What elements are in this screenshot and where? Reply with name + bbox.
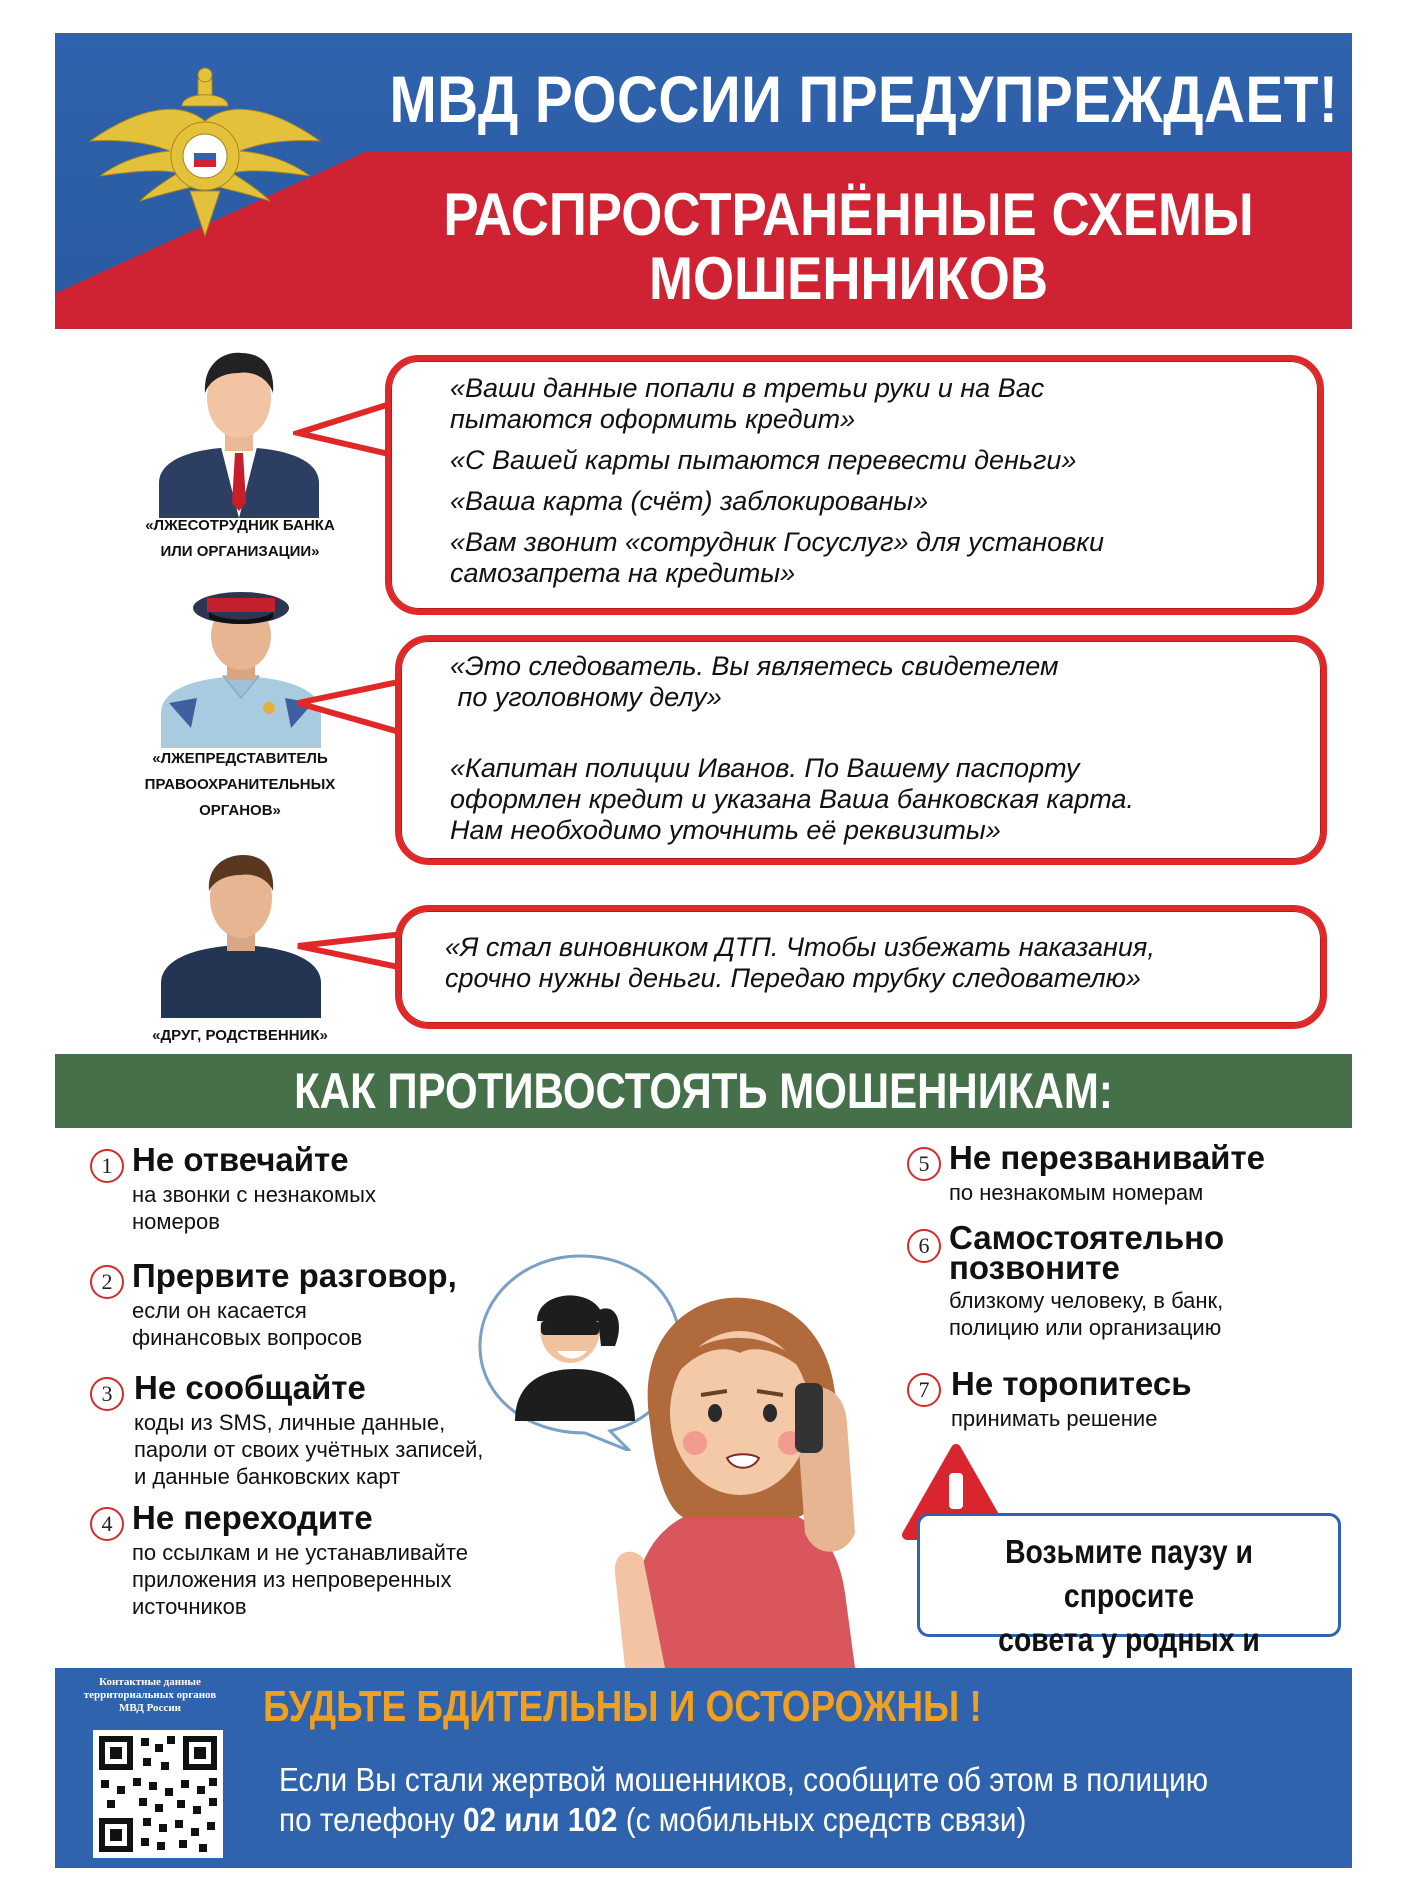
tip-description	[134, 1409, 483, 1490]
scheme3-label-line1: «ДРУГ, РОДСТВЕННИК»	[152, 1027, 328, 1044]
scheme2-bubble-tail	[293, 673, 403, 753]
tip-line: полицию или организацию	[949, 1315, 1222, 1340]
tip-number-badge: 5	[907, 1147, 941, 1181]
tip-line: если он касается	[132, 1298, 307, 1323]
mvd-eagle-emblem-icon	[70, 51, 340, 251]
section-title-bar	[55, 1054, 1352, 1128]
tip-line: приложения из непроверенных	[132, 1567, 452, 1592]
poster	[55, 33, 1352, 1868]
tip-2	[90, 1259, 510, 1359]
tip-line: по ссылкам и не устанавливайте	[132, 1540, 468, 1565]
scheme2-quote-line: «Это следователь. Вы являетесь свидетелем	[450, 651, 1059, 681]
section-title: КАК ПРОТИВОСТОЯТЬ МОШЕННИКАМ:	[294, 1063, 1113, 1119]
tip-title-line2: позвоните	[949, 1249, 1120, 1286]
tip-description	[132, 1297, 362, 1351]
scheme1-quote-line: пытаются оформить кредит»	[450, 404, 856, 434]
tip-number-badge: 7	[907, 1373, 941, 1407]
header-title: МВД РОССИИ ПРЕДУПРЕЖДАЕТ!	[389, 62, 1338, 136]
tip-line: и данные банковских карт	[134, 1464, 401, 1489]
tip-6	[907, 1219, 1347, 1353]
tip-line: источников	[132, 1594, 247, 1619]
scheme2-quote-line: оформлен кредит и указана Ваша банковская карта.	[450, 784, 1134, 814]
scheme3-quote-line: срочно нужны деньги. Передаю трубку следователю»	[445, 963, 1141, 993]
footer-banner	[55, 1668, 1352, 1868]
tip-line: на звонки с незнакомых	[132, 1182, 376, 1207]
tip-number-badge: 2	[90, 1265, 124, 1299]
footer-phone-numbers: 02 или 102	[462, 1801, 618, 1838]
tip-number-badge: 4	[90, 1507, 124, 1541]
footer-phone-prefix: по телефону	[279, 1801, 455, 1838]
tip-5	[907, 1141, 1347, 1211]
scheme3-label	[90, 1023, 390, 1049]
scheme1-quotes	[450, 373, 1300, 589]
warning-line2: совета у родных и	[998, 1621, 1260, 1658]
tip-number-badge: 1	[90, 1149, 124, 1183]
tip-title: Не переходите	[132, 1499, 373, 1536]
contact-caption-line2: территориальных органов	[83, 1689, 217, 1701]
tip-number-badge: 3	[90, 1377, 124, 1411]
tip-line: по незнакомым номерам	[949, 1180, 1204, 1205]
tip-line: номеров	[132, 1209, 220, 1234]
tip-1	[90, 1143, 510, 1253]
header-subtitle-line2: МОШЕННИКОВ	[649, 245, 1048, 312]
tip-line: финансовых вопросов	[132, 1325, 363, 1350]
scheme3-bubble-tail	[293, 928, 403, 988]
warning-line1: Возьмите паузу и спросите	[1005, 1533, 1253, 1614]
footer-text-line1: Если Вы стали жертвой мошенников, сообщите об этом в полицию	[279, 1761, 1208, 1798]
tip-title	[949, 1219, 1225, 1286]
scheme2-quotes	[450, 651, 1300, 846]
tip-title: Не торопитесь	[951, 1365, 1192, 1402]
tip-description	[949, 1179, 1203, 1206]
scheme1-label	[90, 513, 390, 565]
footer-text	[279, 1760, 1208, 1840]
scheme1-label-line2: ИЛИ ОРГАНИЗАЦИИ»	[160, 543, 320, 560]
footer-headline: БУДЬТЕ БДИТЕЛЬНЫ И ОСТОРОЖНЫ !	[263, 1682, 982, 1731]
scheme2-label-line1: «ЛЖЕПРЕДСТАВИТЕЛЬ	[152, 750, 328, 767]
contact-caption-line3: МВД России	[118, 1702, 181, 1714]
tip-description	[949, 1287, 1223, 1341]
contact-caption-line1: Контактные данные	[99, 1676, 201, 1688]
tip-line: близкому человеку, в банк,	[949, 1288, 1224, 1313]
scheme2-quote-line: по уголовному делу»	[450, 682, 722, 712]
tip-title: Не перезванивайте	[949, 1139, 1265, 1176]
header-subtitle-line1: РАСПРОСТРАНЁННЫЕ СХЕМЫ	[443, 181, 1254, 248]
tip-title: Прервите разговор,	[132, 1257, 457, 1294]
tip-title-line1: Самостоятельно	[949, 1219, 1225, 1256]
woman-on-phone-illustration	[555, 1273, 925, 1668]
warning-advice-box	[917, 1513, 1341, 1658]
scheme2-label-line2: ПРАВООХРАНИТЕЛЬНЫХ	[144, 776, 336, 793]
scheme2-quote-line: Нам необходимо уточнить её реквизиты»	[450, 815, 1001, 845]
tip-description	[951, 1405, 1157, 1432]
scheme1-quote-line: «С Вашей карты пытаются перевести деньги»	[450, 445, 1077, 475]
tip-number-badge: 6	[907, 1229, 941, 1263]
scheme1-bubble-tail	[293, 393, 393, 473]
scheme3-quote-line: «Я стал виновником ДТП. Чтобы избежать наказания,	[445, 932, 1155, 962]
qr-code-icon[interactable]	[93, 1730, 223, 1858]
tip-description	[132, 1539, 468, 1620]
scheme1-quote-line: «Ваша карта (счёт) заблокированы»	[450, 486, 929, 516]
header-subtitle	[441, 183, 1257, 311]
tip-7	[907, 1367, 1347, 1437]
scheme2-quote-line: «Капитан полиции Иванов. По Вашему паспорту	[450, 753, 1080, 783]
tip-description	[132, 1181, 376, 1235]
tip-4	[90, 1501, 550, 1621]
scheme3-quotes	[445, 932, 1315, 994]
tip-line: коды из SMS, личные данные,	[134, 1410, 446, 1435]
scheme2-label	[90, 746, 390, 824]
tip-title: Не отвечайте	[132, 1141, 349, 1178]
tip-line: принимать решение	[951, 1406, 1158, 1431]
contact-caption	[65, 1676, 235, 1715]
scheme1-quote-line: «Вам звонит «сотрудник Госуслуг» для установки	[450, 527, 1105, 557]
header-banner	[55, 33, 1352, 329]
scheme1-quote-line: «Ваши данные попали в третьи руки и на Вас	[450, 373, 1045, 403]
scheme2-label-line3: ОРГАНОВ»	[199, 802, 281, 819]
scheme1-quote-line: самозапрета на кредиты»	[450, 558, 796, 588]
footer-text-line2	[279, 1800, 1208, 1840]
tip-title: Не сообщайте	[134, 1369, 366, 1406]
footer-phone-suffix: (с мобильных средств связи)	[625, 1801, 1027, 1838]
tip-line: пароли от своих учётных записей,	[134, 1437, 484, 1462]
scheme1-label-line1: «ЛЖЕСОТРУДНИК БАНКА	[145, 517, 335, 534]
